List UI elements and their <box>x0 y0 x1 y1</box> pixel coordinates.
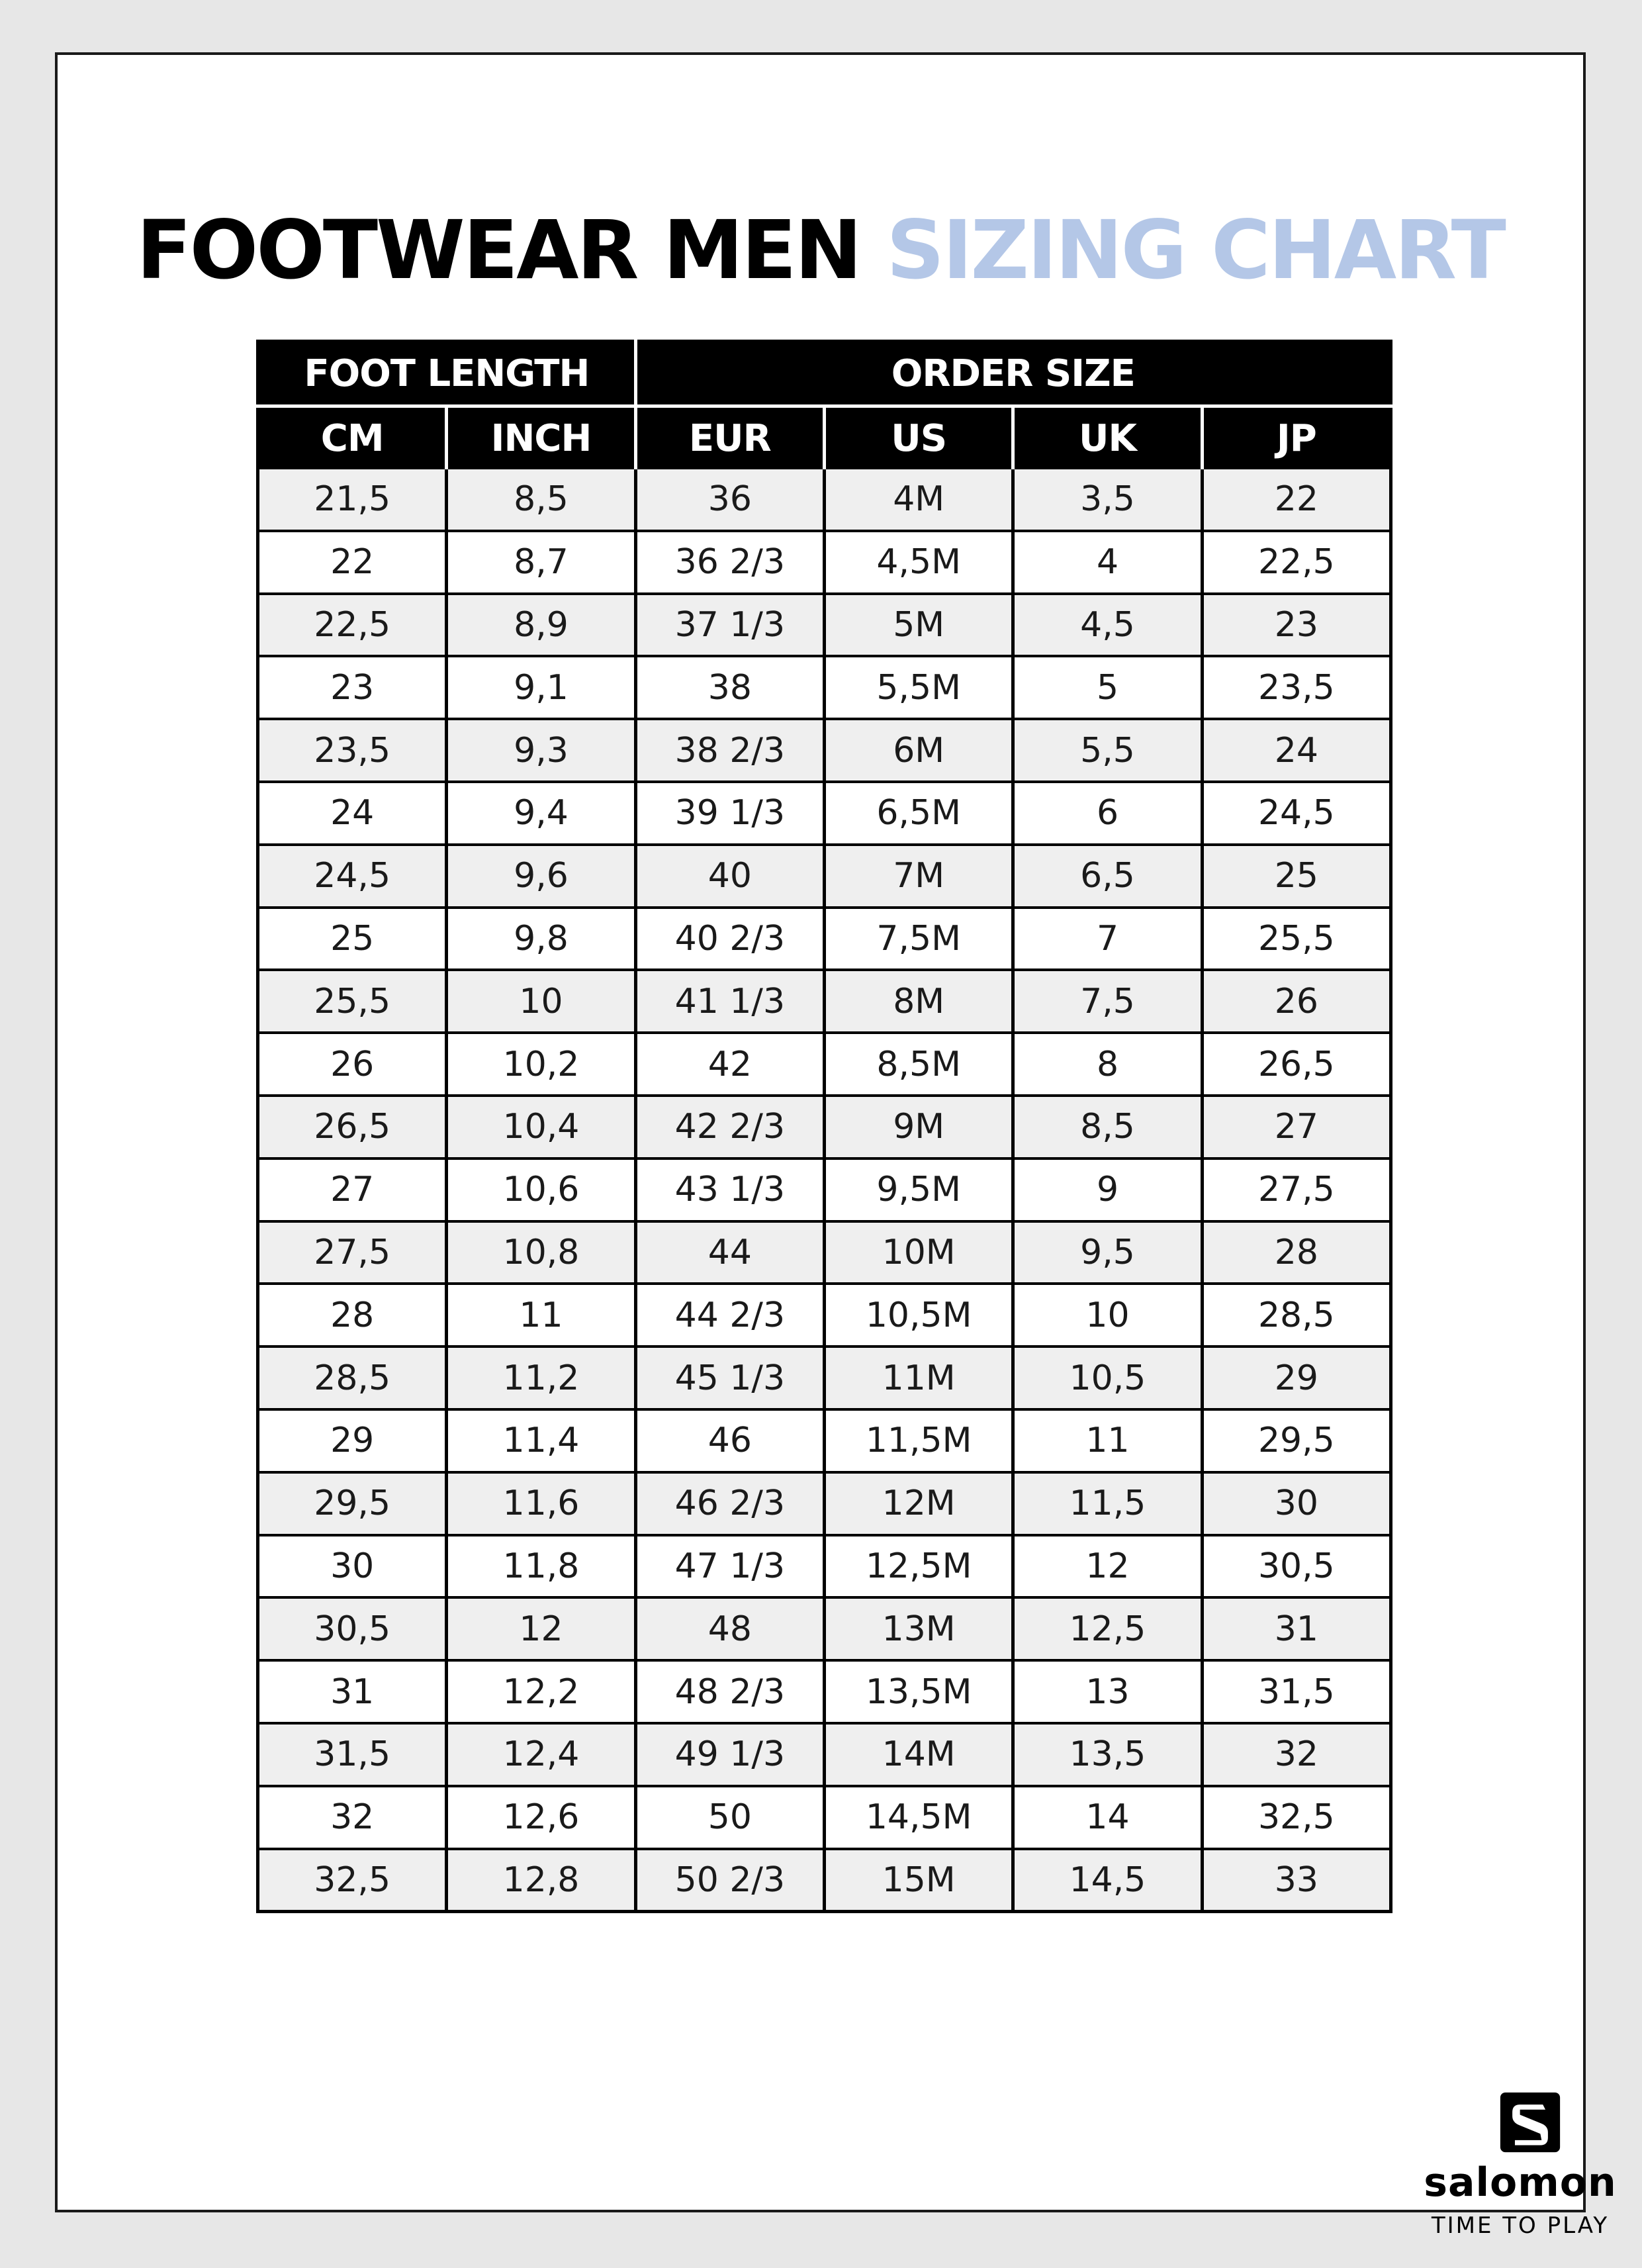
cell-inch: 9,6 <box>447 845 635 908</box>
table-row <box>258 1786 1391 1849</box>
cell-jp: 27 <box>1202 1096 1391 1158</box>
cell-uk: 7 <box>1013 908 1202 970</box>
cell-inch: 9,3 <box>447 719 635 782</box>
cell-uk: 11,5 <box>1013 1472 1202 1535</box>
cell-cm: 30,5 <box>258 1597 447 1660</box>
cell-uk: 13 <box>1013 1660 1202 1723</box>
cell-uk: 5 <box>1013 656 1202 719</box>
cell-us: 8,5M <box>825 1033 1013 1096</box>
cell-cm: 23,5 <box>258 719 447 782</box>
cell-us: 5,5M <box>825 656 1013 719</box>
cell-inch: 9,8 <box>447 908 635 970</box>
sizing-table <box>256 340 1392 1913</box>
cell-inch: 11,8 <box>447 1535 635 1598</box>
cell-uk: 10,5 <box>1013 1347 1202 1409</box>
cell-us: 7M <box>825 845 1013 908</box>
cell-us: 9M <box>825 1096 1013 1158</box>
table-row <box>258 1158 1391 1221</box>
cell-uk: 7,5 <box>1013 970 1202 1033</box>
cell-inch: 11,6 <box>447 1472 635 1535</box>
cell-cm: 25 <box>258 908 447 970</box>
cell-cm: 31 <box>258 1660 447 1723</box>
salomon-s-icon <box>1498 2091 1562 2154</box>
salomon-logo <box>1408 2091 1642 2243</box>
logo-wordmark: salomon <box>1424 2159 1617 2206</box>
cell-eur: 38 <box>635 656 824 719</box>
column-header-us: US <box>825 406 1013 470</box>
cell-inch: 11 <box>447 1284 635 1347</box>
cell-us: 15M <box>825 1849 1013 1912</box>
cell-eur: 36 2/3 <box>635 531 824 594</box>
group-header-order-size: ORDER SIZE <box>635 342 1391 406</box>
cell-inch: 9,4 <box>447 782 635 845</box>
cell-uk: 9 <box>1013 1158 1202 1221</box>
cell-jp: 24,5 <box>1202 782 1391 845</box>
cell-inch: 8,7 <box>447 531 635 594</box>
cell-uk: 4,5 <box>1013 594 1202 657</box>
cell-uk: 5,5 <box>1013 719 1202 782</box>
cell-jp: 30,5 <box>1202 1535 1391 1598</box>
cell-jp: 32 <box>1202 1723 1391 1786</box>
cell-uk: 8 <box>1013 1033 1202 1096</box>
cell-eur: 40 <box>635 845 824 908</box>
cell-inch: 11,4 <box>447 1409 635 1472</box>
table-row <box>258 1472 1391 1535</box>
cell-inch: 10,4 <box>447 1096 635 1158</box>
group-header-foot-length: FOOT LENGTH <box>258 342 636 406</box>
sizing-chart-page <box>55 52 1617 2239</box>
cell-eur: 46 <box>635 1409 824 1472</box>
cell-us: 4M <box>825 469 1013 531</box>
cell-uk: 10 <box>1013 1284 1202 1347</box>
cell-cm: 24,5 <box>258 845 447 908</box>
cell-us: 6M <box>825 719 1013 782</box>
cell-inch: 12 <box>447 1597 635 1660</box>
cell-uk: 14,5 <box>1013 1849 1202 1912</box>
cell-eur: 48 <box>635 1597 824 1660</box>
cell-inch: 12,6 <box>447 1786 635 1849</box>
cell-us: 11,5M <box>825 1409 1013 1472</box>
column-header-cm: CM <box>258 406 447 470</box>
table-row <box>258 782 1391 845</box>
cell-us: 12M <box>825 1472 1013 1535</box>
cell-us: 14M <box>825 1723 1013 1786</box>
cell-us: 6,5M <box>825 782 1013 845</box>
cell-cm: 22,5 <box>258 594 447 657</box>
cell-us: 13M <box>825 1597 1013 1660</box>
cell-inch: 10,8 <box>447 1221 635 1284</box>
column-header-uk: UK <box>1013 406 1202 470</box>
table-row <box>258 908 1391 970</box>
cell-uk: 11 <box>1013 1409 1202 1472</box>
cell-cm: 30 <box>258 1535 447 1598</box>
cell-eur: 48 2/3 <box>635 1660 824 1723</box>
cell-cm: 29 <box>258 1409 447 1472</box>
table-row <box>258 1849 1391 1912</box>
cell-jp: 26,5 <box>1202 1033 1391 1096</box>
cell-jp: 29,5 <box>1202 1409 1391 1472</box>
table-row <box>258 970 1391 1033</box>
table-row <box>258 1033 1391 1096</box>
logo-tagline: TIME TO PLAY <box>1431 2212 1610 2239</box>
cell-jp: 28,5 <box>1202 1284 1391 1347</box>
cell-jp: 24 <box>1202 719 1391 782</box>
cell-jp: 27,5 <box>1202 1158 1391 1221</box>
cell-eur: 41 1/3 <box>635 970 824 1033</box>
cell-cm: 22 <box>258 531 447 594</box>
table-row <box>258 594 1391 657</box>
table-row <box>258 1597 1391 1660</box>
cell-cm: 24 <box>258 782 447 845</box>
cell-inch: 10,2 <box>447 1033 635 1096</box>
cell-cm: 26 <box>258 1033 447 1096</box>
cell-us: 5M <box>825 594 1013 657</box>
cell-inch: 11,2 <box>447 1347 635 1409</box>
cell-us: 14,5M <box>825 1786 1013 1849</box>
cell-jp: 31 <box>1202 1597 1391 1660</box>
cell-us: 12,5M <box>825 1535 1013 1598</box>
table-row <box>258 1409 1391 1472</box>
column-header-jp: JP <box>1202 406 1391 470</box>
table-row <box>258 1284 1391 1347</box>
cell-cm: 25,5 <box>258 970 447 1033</box>
cell-uk: 4 <box>1013 531 1202 594</box>
table-row <box>258 1221 1391 1284</box>
cell-eur: 36 <box>635 469 824 531</box>
cell-eur: 44 <box>635 1221 824 1284</box>
cell-uk: 12 <box>1013 1535 1202 1598</box>
cell-cm: 32,5 <box>258 1849 447 1912</box>
cell-uk: 14 <box>1013 1786 1202 1849</box>
table-row <box>258 1723 1391 1786</box>
cell-inch: 10 <box>447 970 635 1033</box>
cell-jp: 31,5 <box>1202 1660 1391 1723</box>
page-title <box>58 197 1583 303</box>
cell-eur: 37 1/3 <box>635 594 824 657</box>
cell-cm: 32 <box>258 1786 447 1849</box>
cell-inch: 12,8 <box>447 1849 635 1912</box>
cell-eur: 42 2/3 <box>635 1096 824 1158</box>
title-part-blue: SIZING CHART <box>886 203 1504 297</box>
cell-jp: 29 <box>1202 1347 1391 1409</box>
cell-eur: 42 <box>635 1033 824 1096</box>
cell-cm: 23 <box>258 656 447 719</box>
cell-cm: 31,5 <box>258 1723 447 1786</box>
cell-cm: 28 <box>258 1284 447 1347</box>
cell-cm: 27,5 <box>258 1221 447 1284</box>
cell-inch: 10,6 <box>447 1158 635 1221</box>
cell-jp: 28 <box>1202 1221 1391 1284</box>
cell-jp: 25 <box>1202 845 1391 908</box>
table-row <box>258 531 1391 594</box>
cell-uk: 6,5 <box>1013 845 1202 908</box>
cell-eur: 50 <box>635 1786 824 1849</box>
column-header-inch: INCH <box>447 406 635 470</box>
table-row <box>258 1347 1391 1409</box>
cell-uk: 3,5 <box>1013 469 1202 531</box>
column-header-eur: EUR <box>635 406 824 470</box>
group-header-row <box>258 342 1391 406</box>
table-row <box>258 469 1391 531</box>
cell-uk: 13,5 <box>1013 1723 1202 1786</box>
cell-eur: 38 2/3 <box>635 719 824 782</box>
cell-jp: 22,5 <box>1202 531 1391 594</box>
cell-eur: 46 2/3 <box>635 1472 824 1535</box>
cell-cm: 27 <box>258 1158 447 1221</box>
cell-inch: 8,5 <box>447 469 635 531</box>
cell-uk: 6 <box>1013 782 1202 845</box>
cell-uk: 12,5 <box>1013 1597 1202 1660</box>
table-row <box>258 845 1391 908</box>
cell-us: 10M <box>825 1221 1013 1284</box>
cell-us: 8M <box>825 970 1013 1033</box>
cell-eur: 39 1/3 <box>635 782 824 845</box>
table-body <box>258 469 1391 1912</box>
cell-us: 4,5M <box>825 531 1013 594</box>
table-row <box>258 719 1391 782</box>
cell-eur: 43 1/3 <box>635 1158 824 1221</box>
cell-eur: 44 2/3 <box>635 1284 824 1347</box>
cell-us: 13,5M <box>825 1660 1013 1723</box>
cell-cm: 21,5 <box>258 469 447 531</box>
column-header-row <box>258 406 1391 470</box>
cell-cm: 26,5 <box>258 1096 447 1158</box>
cell-us: 9,5M <box>825 1158 1013 1221</box>
table-row <box>258 1096 1391 1158</box>
cell-jp: 23 <box>1202 594 1391 657</box>
cell-jp: 23,5 <box>1202 656 1391 719</box>
cell-eur: 49 1/3 <box>635 1723 824 1786</box>
cell-jp: 32,5 <box>1202 1786 1391 1849</box>
table-row <box>258 1535 1391 1598</box>
cell-inch: 12,4 <box>447 1723 635 1786</box>
cell-eur: 50 2/3 <box>635 1849 824 1912</box>
title-part-black: FOOTWEAR MEN <box>136 203 860 297</box>
cell-jp: 33 <box>1202 1849 1391 1912</box>
cell-us: 11M <box>825 1347 1013 1409</box>
cell-us: 7,5M <box>825 908 1013 970</box>
cell-cm: 29,5 <box>258 1472 447 1535</box>
table-row <box>258 656 1391 719</box>
cell-eur: 47 1/3 <box>635 1535 824 1598</box>
table-row <box>258 1660 1391 1723</box>
cell-inch: 8,9 <box>447 594 635 657</box>
cell-jp: 25,5 <box>1202 908 1391 970</box>
cell-eur: 40 2/3 <box>635 908 824 970</box>
cell-uk: 8,5 <box>1013 1096 1202 1158</box>
cell-jp: 26 <box>1202 970 1391 1033</box>
cell-uk: 9,5 <box>1013 1221 1202 1284</box>
cell-cm: 28,5 <box>258 1347 447 1409</box>
cell-inch: 9,1 <box>447 656 635 719</box>
cell-jp: 22 <box>1202 469 1391 531</box>
cell-eur: 45 1/3 <box>635 1347 824 1409</box>
cell-jp: 30 <box>1202 1472 1391 1535</box>
cell-us: 10,5M <box>825 1284 1013 1347</box>
cell-inch: 12,2 <box>447 1660 635 1723</box>
